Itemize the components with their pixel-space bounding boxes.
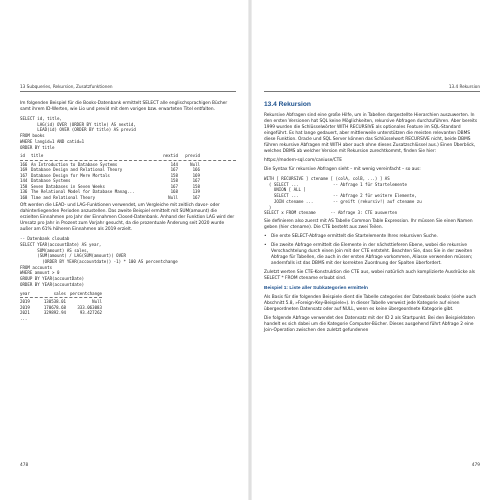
divider [20, 297, 102, 298]
cell: 169 [192, 172, 200, 178]
cell: Time and Relational Theory [31, 194, 96, 200]
chapter-title: 13 Subqueries, Rekursion, Zusatzfunktionen [20, 83, 113, 89]
cell: 166 [20, 161, 28, 167]
sql-code-block: SELECT id, title, LAG(id) OVER (ORDER BY title) AS nextid, LEAD(id) OVER (ORDER BY title) AS previd FROM books WHERE langid=1 AND catid=1 ORDER BY title [20, 116, 136, 150]
cell: 2019 [20, 304, 30, 310]
paragraph: Rekursive Abfragen sind eine große Hilfe, um in Tabellen dargestellte Hierarchien auszuwerten. In den ersten Versionen hat SQL keine Möglichkeiten, rekursive Abfragen durchzuführen. Aber bereits 1999 wurden die Schlüsselwörter WITH RECURSIVE als optionales Feature im SQL-Standard eingeführt. Es hat lange gedauert, aber mittlerweile unterstützen die meisten relevanten DBMS diese Funktion. Oracle und SQL Server können das Schlüsselwort RECURSIVE nicht, beide DBMS führen rekursive Abfragen mit WITH aber auch ohne dieses Zusatzschlüssel aus.) Einen Überblick, welches DBMS ab welcher Version mit Rekursion zurechtkommt, finden Sie hier: [264, 113, 478, 154]
paragraph: Als Basis für die folgenden Beispiele dient die Tabelle categories der Datenbank books (siehe auch Abschnitt 5.8, »Foreign-Key-Beispiele«). In dieser Tabelle verweist jede Kategorie auf einen übergeordneten Datensatz oder auf NULL, wenn es keine übergeordnete Kategorie gibt. [264, 294, 477, 312]
header-cell: percentchange [69, 290, 102, 296]
cell: 158 [192, 183, 200, 189]
page-number: 479 [471, 463, 480, 468]
cell: 166 [192, 167, 200, 173]
cell: 144 [170, 161, 178, 167]
page-number: 478 [20, 463, 29, 468]
explanation-paragraph: Oft werden die LEAD- und LAG-Funktionen verwendet, um Vergleiche mit zeitlich davor- oder dahinterliegenden Perioden anzustellen. Das zweite Beispiel ermittelt mit SUM(amount) die erzielten Einnahmen pro Jahr der Einnahmen Closed-Datenbank. Anhand der Funktion LAG wird der Umsatz pro Jahr in Prozent zum Vorjahr gesucht, da die prozentuale Änderung seit 2020 wurde außer am 61% höheren Einnahmen als 2019 erzielt. [20, 203, 235, 233]
cell: 168 [170, 189, 178, 195]
syntax-code-block: WITH [ RECURSIVE ] ctename [ (colA, colB, ...) ] AS ( SELECT ... -- Abfrage 1 für Startelemente UNION [ ALL ] SELECT ... -- Abfrage 2 für weitere Elemente, JOIN ctename ... -- greift (rekursiv!) auf ctename zu ) SELECT x FROM ctename -- Abfrage 3: CTE auswerten [264, 176, 422, 216]
cell: Null [168, 194, 178, 200]
cell: The Relational Model for Database Manag... [31, 189, 135, 195]
table-header-row [20, 291, 236, 297]
cell: 333.063083 [77, 304, 102, 310]
table-header-row [20, 153, 236, 159]
url-link[interactable]: https://modern-sql.com/caniuse/CTE [264, 158, 343, 163]
cell: 158 [170, 178, 178, 184]
page-body [264, 101, 480, 337]
bullet-icon: • [264, 242, 267, 248]
section-title: 13.4 Rekursion [448, 83, 480, 89]
paragraph: Die Syntax für rekursive Abfragen sieht – mit wenig vereinfacht – so aus: [264, 167, 421, 172]
cell: 2019 [20, 299, 30, 305]
section-heading: 13.4 Rekursion [264, 101, 311, 108]
divider [20, 160, 236, 161]
cell: 168 [20, 194, 28, 200]
cell: 2021 [20, 310, 30, 316]
cell: 144 [20, 178, 28, 184]
cell: 167 [192, 178, 200, 184]
header-cell: sales [53, 290, 66, 296]
ellipsis: ... [20, 315, 28, 321]
cell: An Introduction to Database Systems [31, 161, 118, 167]
header-cell: previd [185, 153, 200, 159]
table-ellipsis [20, 316, 236, 322]
header-cell: nextid [163, 153, 178, 159]
list-item-text: Die erste SELECT-Abfrage ermittelt die Startelemente Ihres rekursiven Suche. [271, 233, 438, 239]
list-item [264, 234, 480, 240]
cell: 139 [192, 189, 200, 195]
cell: 169 [20, 167, 28, 173]
result-table [20, 153, 236, 200]
cell: Database Systems [31, 178, 71, 184]
header-cell: year [20, 290, 30, 296]
result-table [20, 291, 236, 322]
cell: 136 [20, 189, 28, 195]
paragraph: Die folgende Abfrage verwendet den Datensatz mit der ID 2 als Startpunkt. Bei den Beispieldaten handelt es sich dabei um die Kategorie Computer-Bücher. Dieses ausgehend führt Abfrage 2 eine Join-Operation zwischen den zuletzt gefundenen [264, 315, 475, 333]
running-header [20, 81, 236, 92]
list-item-text: Die zweite Abfrage ermittelt die Elemente in der nächsttieferen Ebene, wobei die rekursive Verschachtelung durch einen Join mit der CTE entsteht. Beachten Sie, dass Sie in der zweiten Abfrage für Tabellen, die auch in der ersten Abfrage vorkommen, Aliasse verwenden müssen; andernfalls ist das DBMS mit der korrekten Zuordnung der Spalten überfordert. [271, 242, 473, 266]
cell: Database Design for Mere Mortals [31, 172, 110, 178]
intro-paragraph: Im folgenden Beispiel für die Books-Datenbank ermittelt SELECT alle englischsprachigen Bücher samt ihrem ID-Werten, wie Lio und previd mit dem vorigen bzw. erwarteten Titel entfalten. [20, 101, 228, 112]
paragraph: Sie definieren also zuerst mit AS Tabelle Common Table Expression. Ihr müssen Sie einen Namen geben (hier ctename). Die CTE besteht aus zwei Teilen. [264, 218, 473, 230]
cell: 93.427262 [79, 310, 102, 316]
cell: 158 [20, 183, 28, 189]
cell: 167 [170, 167, 178, 173]
list-item [264, 243, 480, 267]
header-cell: id [20, 153, 25, 159]
page-body [20, 101, 236, 324]
running-header [264, 81, 480, 92]
subsection-heading: Beispiel 1: Liste aller Subkategorien ermitteln [264, 285, 368, 291]
bullet-icon: • [264, 233, 267, 239]
cell: Database Design and Relational Theory [31, 167, 123, 173]
cell: 167 [192, 194, 200, 200]
cell: 130538.01 [43, 299, 66, 305]
sql-code-block: -- Datenbank cloudab SELECT YEAR(accountDate) AS year, SUM(amount) AS sales, (SUM(amount) / LAG(SUM(amount)) OVER (ORDER BY YEAR(accountdate)) -1) * 100 AS percentchange FROM accounts WHERE amount > 0 GROUP BY YEAR(accountDate) ORDER BY YEAR(accountdate) [20, 236, 178, 287]
cell: Null [92, 299, 102, 305]
cell: 170678.68 [43, 304, 66, 310]
cell: 329892.94 [43, 310, 66, 316]
cell: Null [190, 161, 200, 167]
cell: Seven Databases in Seven Weeks [31, 183, 105, 189]
paragraph: Zuletzt werten Sie CTE-Konstruktion die CTE aus, wobei natürlich auch komplizierte Ausdrücke als SELECT * FROM ctename erlaubt sind. [264, 269, 476, 281]
header-cell: title [31, 153, 44, 159]
cell: 167 [170, 183, 178, 189]
table-row [20, 195, 236, 201]
right-page [250, 0, 500, 500]
cell: 158 [170, 172, 178, 178]
cell: 167 [20, 172, 28, 178]
